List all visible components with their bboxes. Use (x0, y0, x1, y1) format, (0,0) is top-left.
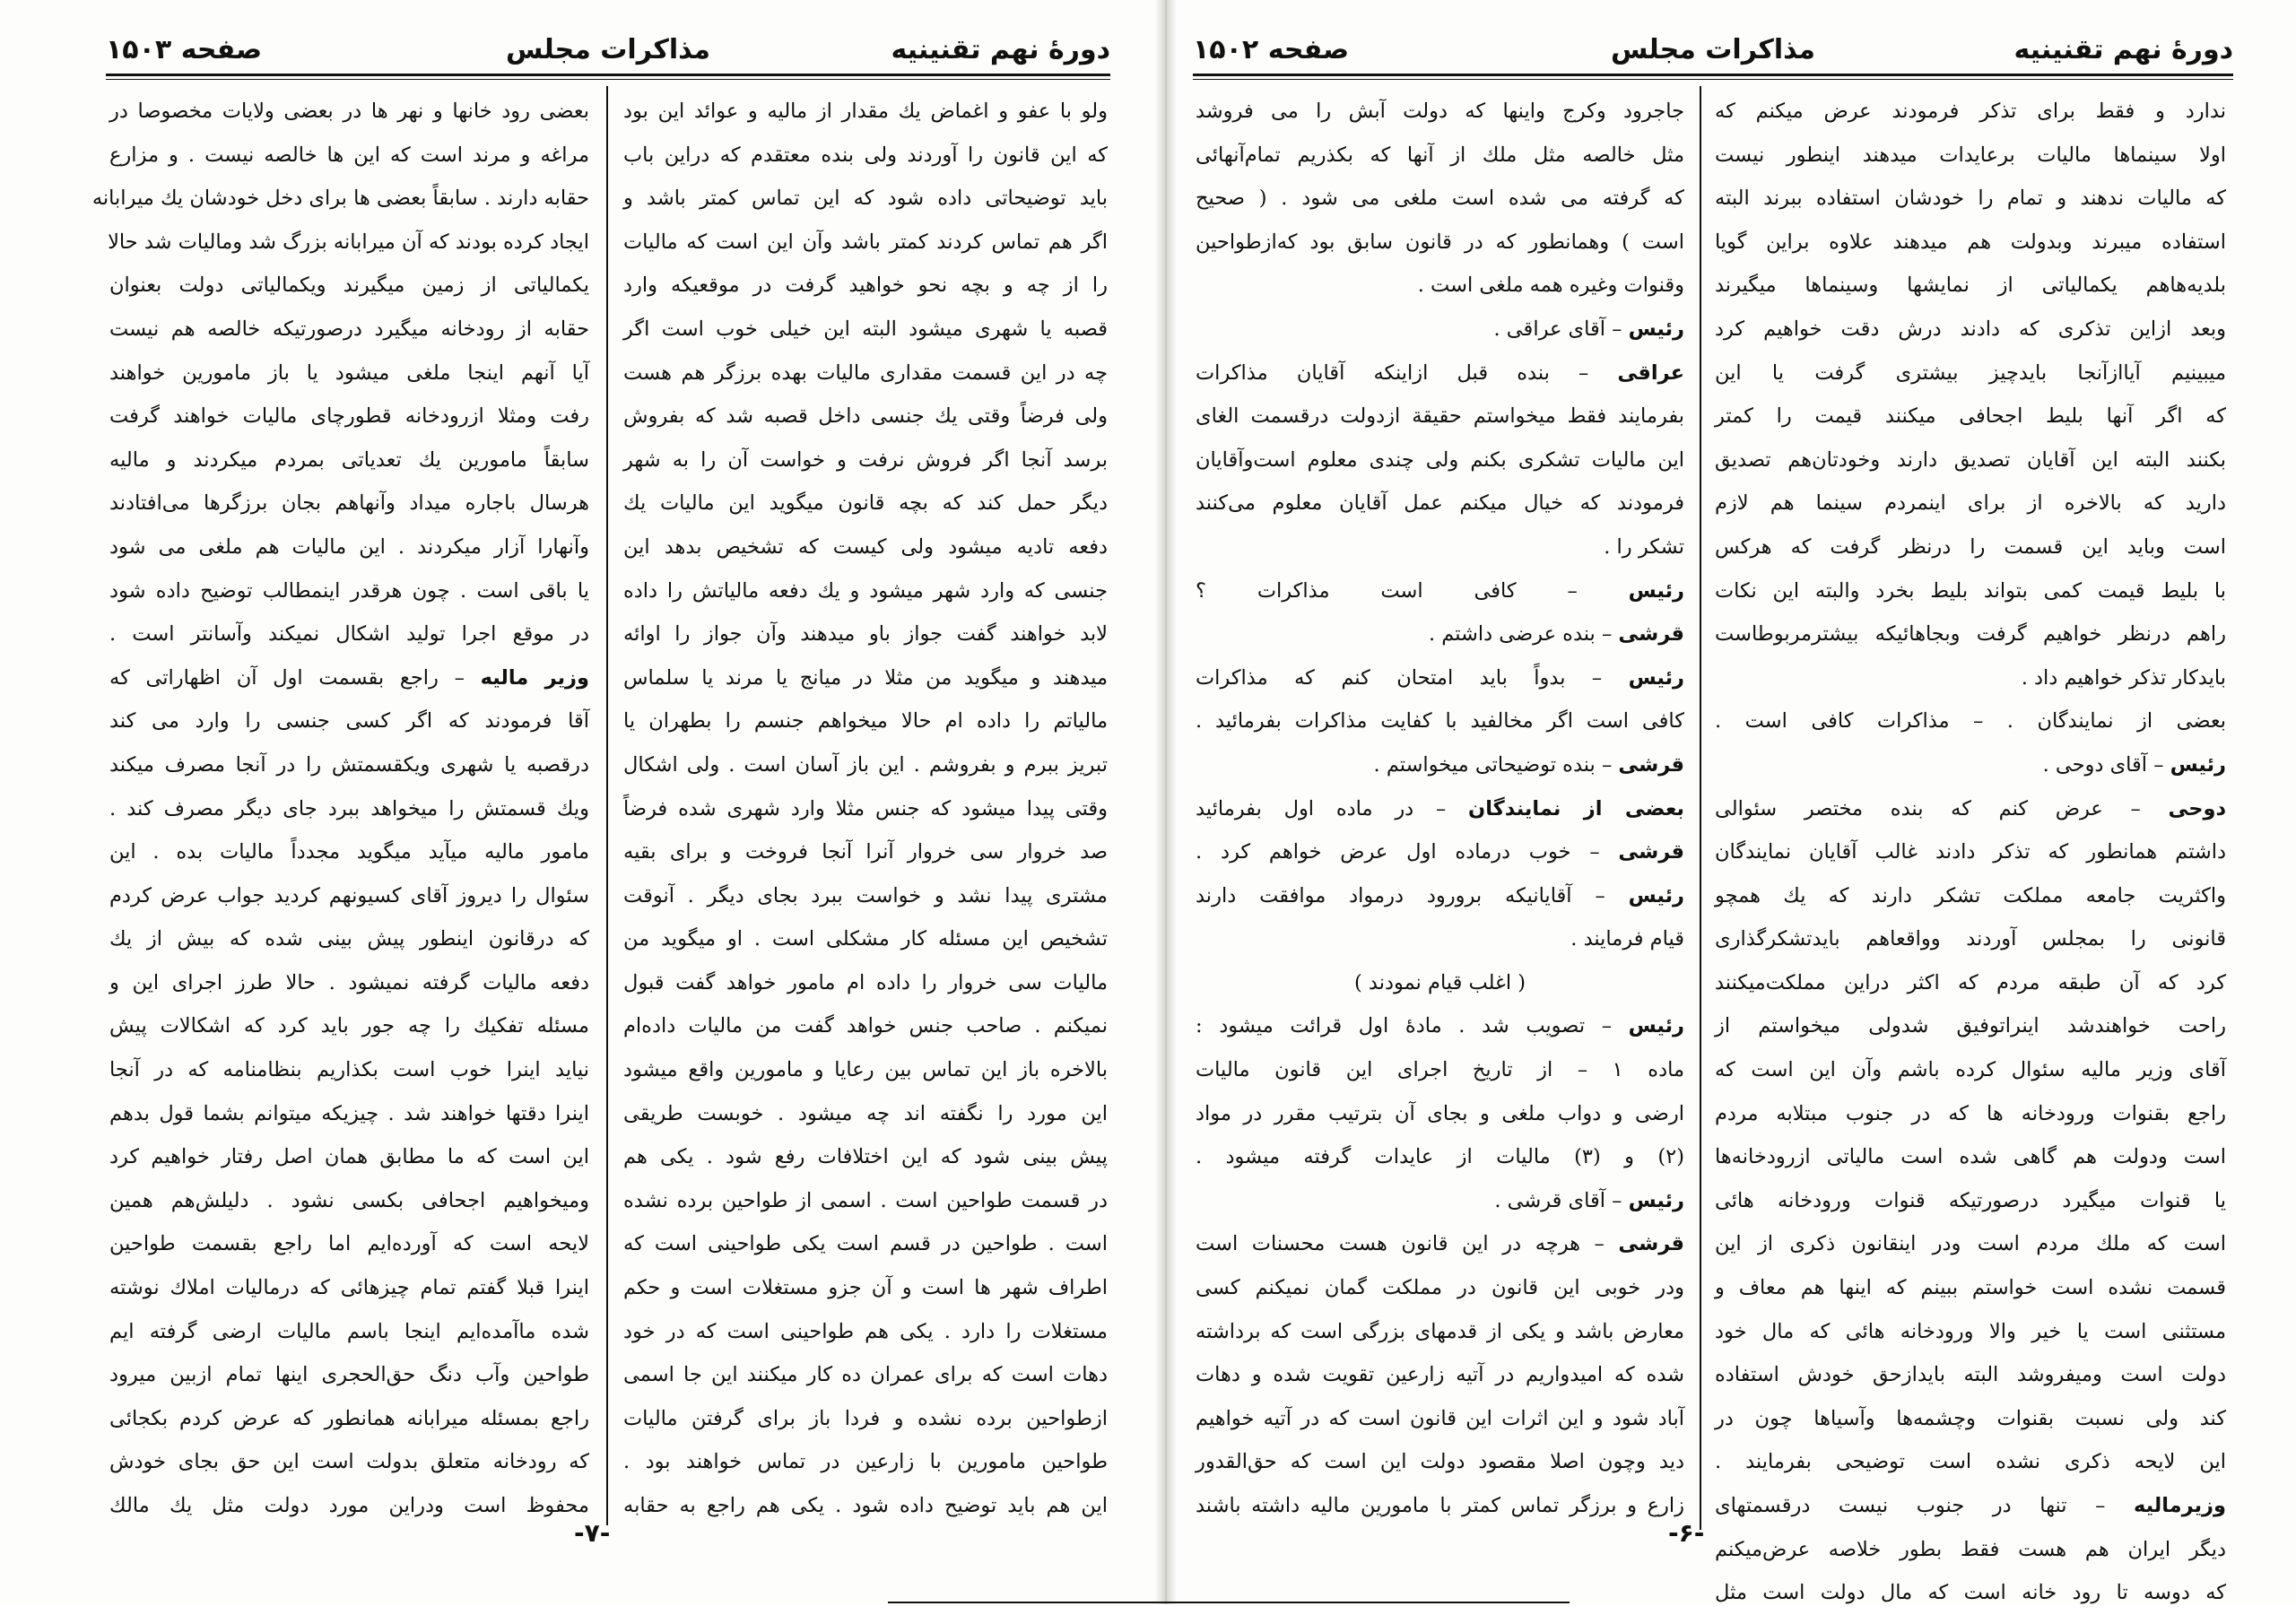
left-page-col-right-line: دهات است كه برای عمران ده كار میكنند این جا اسمی (623, 1363, 1108, 1387)
left-column-divider (606, 86, 608, 1525)
left-page-number: -۷- (574, 1518, 611, 1548)
right-page-col-left-line: كه گرفته می شده است ملغی می شود . ( صحیح (1196, 187, 1684, 211)
left-page-col-left-line: هرسال باجاره میداد وآنهاهم بجان برزگرها می‌افتادند (109, 491, 589, 516)
right-page-col-left-line: قرشی – بنده عرضی داشتم . (1428, 622, 1684, 647)
left-page-col-right-line: لابد خواهند گفت جواز باو میدهند وآن جواز را اوائه (623, 622, 1108, 647)
right-page-col-left-line: آباد شود و این اثرات این قانون است كه در آتیه خواهیم (1196, 1406, 1684, 1430)
left-page-col-right-line: طواحین مامورین با زارعین در تماس خواهند بود . (623, 1450, 1108, 1474)
left-page-col-left-line: یا باقی است . چون هرقدر اینمطالب توضیح داده شود (109, 578, 589, 603)
right-page-col-left-line: رئیس – آقایانیكه برورود درمواد موافقت دارند (1196, 883, 1684, 907)
right-header-page-label: صفحه ۱۵۰۲ (1193, 34, 1350, 65)
left-page-col-right-line: این مورد را نگفته اند چه میشود . خوبست طریقی (623, 1101, 1108, 1125)
left-page-col-left-line: مامور مالیه میآید میگوید مجدداً مالیات بده . این (109, 840, 589, 864)
left-page-col-right-line: باید توضیحاتی داده شود كه این تماس كمتر باشد و (623, 187, 1108, 211)
left-page-col-left-line: حقابه دارند . سابقاً بعضی ها برای دخل خودشان یك میرابانه (91, 187, 589, 211)
right-page-col-right-line: ندارد و فقط برای تذكر فرمودند عرض میكنم كه (1715, 100, 2226, 123)
left-page-col-right-line: وقتی پیدا میشود كه جنس مثلا وارد شهری شده فرضاً (623, 796, 1108, 821)
left-page-col-left-line: سئوال را دیروز آقای كسیونهم كردید جواب عرض كردم (109, 883, 589, 907)
left-page-col-left-line: سابقاً مامورین یك تعدیاتی بمردم میكردند و مالیه (109, 447, 589, 472)
right-page-col-right-line: دولت است ومیفروشد البته بایداز‌حق خودش استفاده (1715, 1363, 2226, 1387)
left-header-title: مذاکرات مجلس (505, 34, 711, 65)
right-page-column-right (1715, 90, 2226, 1605)
left-page-col-right-line: ولو با عفو و اغماض یك مقدار از مالیه و عوائد این بود (623, 100, 1108, 123)
left-page-col-right-line: ولی فرضاً وقتی یك جنسی داخل قصبه شد كه بفروش (623, 404, 1108, 429)
right-column-divider (1700, 86, 1701, 1530)
left-page-col-left-line: این است كه ما مطابق همان اصل رفتار خواهیم كرد (109, 1145, 589, 1169)
right-page-col-right-line: آقای وزیر مالیه سئوال كرده باشم وآن این است كه (1715, 1058, 2226, 1082)
left-page-col-left-line: كه رودخانه متعلق بدولت است این حق بجای خودش (109, 1450, 589, 1474)
right-page-col-left-line: قرشی – بنده توضیحاتی میخواستم . (1373, 752, 1684, 777)
right-page-col-right-line: راحت خواهندشد اینراتوفیق شد‌ولی میخواستم از (1715, 1014, 2226, 1038)
right-page-col-right-line: وزیرمالیه – تنها در جنوب نیست درقسمتهای (1715, 1494, 2226, 1517)
left-page-col-left-line: مسئله تفكیك را چه جور باید كرد كه اشكالات پیش (109, 1014, 589, 1038)
speaker-name: قرشی (1618, 1232, 1684, 1256)
left-page-col-left-line: دفعه مالیات گرفته نمیشود . حالا طرز اجرای این و (109, 970, 589, 994)
right-page-col-right-line: كه اگر آنها بلیط اجحافی میكنند قیمت را كمتر (1715, 404, 2226, 429)
right-page-col-right-line: دیگر ایران هم هست فقط بطور خلاصه عرض‌میكنم (1715, 1537, 2226, 1561)
left-page-col-right-line: ازطواحین برده نشده و فردا باز برای گرفتن مالیات (623, 1406, 1108, 1430)
right-page-col-left-line: معارض باشد و یكی از قدمهای بزرگی است كه برداشته (1196, 1319, 1684, 1343)
left-page-col-left-line: یكمالیاتی از زمین میگیرند ویكمالیاتی دولت بعنوان (109, 274, 589, 298)
right-page-col-left-line: ارضی و دواب ملغی و بجای آن بترتیب مقرر در مواد (1196, 1101, 1684, 1125)
left-page-col-left-line: ومیخواهیم اجحافی بكسی نشود . دلیلش‌هم همین (109, 1188, 589, 1212)
speaker-name: رئیس (1628, 1014, 1684, 1038)
left-page-col-right-line: مشتری پیدا نشد و خواست ببرد بجای دیگر . آنوقت (623, 883, 1108, 907)
left-page-col-left-line: ایجاد كرده بودند كه آن میرابانه بزرگ شد ومالیات شد حالا (108, 230, 589, 254)
left-page-col-right-line: برسد آنجا اگر فروش نرفت و خواست آن را به شهر (623, 447, 1108, 472)
left-page-col-left-line: اینرا قبلا گفتم تمام چیزهائی كه درمالیات املاك نوشته (109, 1276, 589, 1300)
right-page-col-left-line: شده كه امیدواریم در آتیه زارعین تقویت شده و دهات (1196, 1363, 1684, 1387)
left-page-col-right-line: نمیكنم . صاحب جنس خواهد گفت من مالیات داده‌ام (623, 1014, 1108, 1038)
right-header-title: مذاکرات مجلس (1610, 34, 1816, 65)
right-page-col-right-line: قانونی را بمجلس آوردند وواقعاهم بایدتشكرگذاری (1715, 927, 2226, 951)
right-page-col-left-line: است ) وهمانطور كه در قانون سابق بود كه‌ازطواحین (1196, 230, 1684, 254)
speaker-name: دوحی (2168, 796, 2226, 821)
speaker-name: عراقی (1617, 360, 1684, 385)
right-page-col-right-line: كه مالیات ندهند و تمام را خودشان استفاده ببرند البته (1715, 187, 2226, 211)
speaker-name: رئیس (1628, 317, 1684, 341)
right-page-col-left-line: وقنوات وغیره همه ملغی است . (1417, 274, 1684, 298)
right-page-col-right-line: مستثنی است یا خیر والا ورودخانه هائی كه مال خود (1715, 1319, 2226, 1343)
right-page-col-left-line: این مالیات تشكری بكنم ولی چندی معلوم است‌وآقایان (1196, 447, 1684, 472)
left-page-col-right-line: در قسمت طواحین است . اسمی از طواحین برده نشده (623, 1188, 1108, 1212)
left-page-col-right-line: مستغلات را دارد . یكی هم طواحینی است كه در خود (623, 1319, 1108, 1343)
right-page-col-left-line: بفرمایند فقط میخواستم حقیقة ازدولت درقسمت الغای (1196, 404, 1684, 429)
left-header-page-label: صفحه ۱۵۰۳ (106, 34, 263, 65)
speaker-name: رئیس (2170, 752, 2226, 777)
left-page-header (106, 34, 1110, 72)
right-page-col-right-line: كند ولی نسبت بقنوات وچشمه‌ها وآسیاها چون در (1715, 1406, 2226, 1430)
left-page-col-left-line: آیا آنهم اینجا ملغی میشود یا باز مامورین خواهند (109, 360, 589, 385)
left-page-col-right-line: میدهند و میگوید من مثلا در میانج یا مرند یا سلماس (623, 665, 1108, 690)
left-page-col-left-line: آقا فرمودند كه اگر كسی جنسی را وارد می كند (109, 709, 589, 734)
right-page-col-right-line: این لایحه ذكری نشده است توضیحی بفرمایند . (1715, 1450, 2226, 1474)
right-page-col-left-line: رئیس – تصویب شد . مادهٔ اول قرائت میشود : (1196, 1014, 1684, 1038)
left-page-col-left-line: اینرا دقتها خواهند شد . چیزیكه میتوانم بشما قول بدهم (109, 1101, 589, 1125)
right-page-col-right-line: میبینیم آیا‌ازآنجا بایدچیز بیشتری گرفت یا این (1715, 360, 2226, 385)
left-page-col-right-line: دفعه تادیه میشود ولی كیست كه تشخیص بدهد این (623, 534, 1108, 559)
right-page-col-right-line: با بلیط قیمت كمی بتواند بلیط بخرد والبته این نكات (1715, 578, 2226, 603)
left-page-col-right-line: تبریز ببرم و بفروشم . این باز آسان است . ولی اشكال (623, 752, 1108, 777)
left-page-col-right-line: تشخیص این مسئله كار مشكلی است . او میگوید من (623, 927, 1108, 951)
speaker-name: رئیس (1628, 1188, 1684, 1212)
left-page-col-left-line: طواحین وآب دنگ حق‌الحجری اینها تمام ازبین میرود (109, 1363, 589, 1387)
left-page-col-right-line: مالیاتم را داده ام حالا میخواهم جنسم را بطهران یا (623, 709, 1108, 734)
left-page-col-left-line: در موقع اجرا تولید اشكال نمیكند وآسانتر است . (109, 622, 589, 647)
left-page-col-right-line: چه در این قسمت مقداری مالیات بهده برزگر هم هست (623, 360, 1108, 385)
left-page-col-left-line: نیاید اینرا خوب است بكذاریم بنظامنامه كه در آنجا (109, 1058, 589, 1082)
left-page-col-right-line: دیگر حمل كند كه بچه قانون میگوید این مالیات یك (623, 491, 1108, 516)
left-header-rule (106, 74, 1110, 76)
right-page-col-right-line: بعضی از نمایندگان . – مذاكرات كافی است . (1715, 709, 2226, 734)
left-page-col-left-line: وآنهارا آزار میكردند . این مالیات هم ملغی می شود (109, 534, 589, 559)
right-header-rule-thin (1193, 79, 2233, 80)
left-page-col-right-line: مالیات سی خروار را داده ام مامور خواهد گفت قبول (623, 970, 1108, 994)
right-page-col-right-line: كه دوسه تا رود خانه است كه مال دولت است مثل (1715, 1581, 2226, 1605)
right-page-col-right-line: واكثریت جامعه مملكت تشكر دارند كه یك همچو (1715, 883, 2226, 907)
right-page-col-right-line: قسمت نشده است خواستم ببینم كه اینها هم معاف و (1715, 1276, 2226, 1300)
speaker-name: قرشی (1618, 622, 1684, 647)
left-page-column-right (623, 90, 1108, 1533)
right-page-col-right-line: بلدیه‌هاهم یكمالیاتی از نمایشها وسینماها میگیرند (1715, 274, 2226, 298)
right-page-col-right-line: استفاده میبرند وبدولت هم میدهند علاوه براین گویا (1715, 230, 2226, 254)
right-page-col-left-line: فرمودند كه خیال میكنم عمل آقایان معلوم می‌كنند (1196, 491, 1684, 516)
right-page-col-left-line: قرشی – هرچه در این قانون هست محسنات است (1196, 1232, 1684, 1256)
right-page-number: -۶- (1668, 1518, 1705, 1548)
left-page-column-left (91, 90, 589, 1533)
right-page-col-right-line: یا قنوات میگیرد درصورتیكه قنوات ورودخانه هائی (1715, 1188, 2226, 1212)
speaker-name: وزیرمالیه (2133, 1494, 2226, 1517)
speaker-name: وزیر مالیه (480, 665, 589, 690)
speaker-name: رئیس (1628, 665, 1684, 690)
speaker-name: بعضی از نمایندگان (1468, 796, 1684, 821)
right-page-col-left-line: رئیس – بدواً باید امتحان كنم كه مذاكرات (1196, 665, 1684, 690)
speaker-name: رئیس (1628, 578, 1684, 603)
right-page-col-right-line: است كه ملك مردم است ودر اینقانون ذكری از این (1715, 1232, 2226, 1256)
left-page-col-left-line: ویك قسمتش را میخواهد ببرد جای دیگر مصرف كند . (109, 796, 589, 821)
left-page-col-right-line: این هم باید توضیح داده شود . یكی هم راجع به حقابه (623, 1494, 1108, 1517)
right-page-col-left-line: ودر خوبی این قانون در مملكت گمان نمیكنم كسی (1196, 1276, 1684, 1300)
left-page-col-right-line: را از چه و بچه نحو خواهید گرفت در موقعیكه وارد (623, 274, 1108, 298)
right-page-col-right-line: رئیس – آقای دوحی . (2042, 752, 2226, 777)
left-page-col-left-line: كه درقانون اینطور پیش بینی شده كه بیش از یك (109, 927, 589, 951)
right-page-col-left-line: كافی است اگر مخالفید با كفایت مذاكرات بفرمائید . (1196, 709, 1684, 734)
left-page-col-right-line: صد خروار سی خروار آنرا آنجا فروخت و برای بقیه (623, 840, 1108, 864)
right-page-col-left-line: بعضی از نمایندگان – در ماده اول بفرمائید (1196, 796, 1684, 821)
left-page-col-left-line: رفت ومثلا ازرودخانه قطورچای مالیات خواهند گرفت (109, 404, 589, 429)
right-header-rule (1193, 74, 2233, 76)
left-page-col-right-line: جنسی كه وارد شهر میشود و یك دفعه مالیاتش را داده (623, 578, 1108, 603)
bottom-edge-line (888, 1602, 1570, 1603)
right-page-col-right-line: دارید كه بالاخره از برای اینمردم سینما هم لازم (1715, 491, 2226, 516)
right-page-col-left-line: ( اغلب قیام نمودند ) (1353, 970, 1526, 994)
speaker-name: قرشی (1618, 840, 1684, 864)
right-page-col-left-line: رئیس – آقای عراقی . (1493, 317, 1684, 341)
left-page-col-left-line: درقصبه یا شهری ویكقسمتش را در آنجا مصرف میكند (109, 752, 589, 777)
right-page-col-left-line: قیام فرمایند . (1570, 927, 1684, 951)
right-page-col-left-line: زارع و برزگر تماس كمتر با مامورین مالیه داشته باشند (1196, 1494, 1684, 1517)
left-page-col-left-line: راجع بمسئله میرابانه همانطور كه عرض كردم بكجائی (109, 1406, 589, 1430)
left-header-rule-thin (106, 79, 1110, 80)
speaker-name: رئیس (1628, 883, 1684, 907)
left-page-col-right-line: بالاخره باز این تماس بین رعایا و مامورین واقع میشود (623, 1058, 1108, 1082)
right-page-column-left (1196, 90, 1684, 1542)
right-header-session: دورهٔ نهم تقنینیه (2013, 34, 2233, 65)
speaker-name: قرشی (1618, 752, 1684, 777)
right-page-col-right-line: بایدكار تذكر خواهیم داد . (2021, 665, 2226, 690)
right-page-col-left-line: دید وچون اصلا مقصود دولت این است كه حق‌القدور (1196, 1450, 1684, 1474)
left-page-col-left-line: محفوظ است ودراین مورد دولت مثل یك مالك (109, 1494, 589, 1517)
left-page-col-right-line: اطراف شهر ها است و آن جزو مستغلات است و حكم (623, 1276, 1108, 1300)
right-page-col-right-line: دوحی – عرض كنم كه بنده مختصر سئوالی (1715, 796, 2226, 821)
left-page-col-right-line: قصبه یا شهری میشود البته این خیلی خوب است اگر (623, 317, 1108, 341)
left-page-col-right-line: پیش بینی شود كه این اختلافات رفع شود . یكی هم (623, 1145, 1108, 1169)
left-page-col-right-line: است . طواحین در قسم است یكی طواحینی است كه (623, 1232, 1108, 1256)
left-page-col-left-line: شده ماآمده‌ایم اینجا باسم مالیات ارضی گرفته ایم (109, 1319, 589, 1343)
right-page-col-left-line: مثل خالصه مثل ملك از آنها كه بكذریم تمام‌آنهائی (1196, 143, 1684, 167)
right-page-col-right-line: است وباید این قسمت را درنظر گرفت كه هركس (1715, 534, 2226, 559)
left-page-col-left-line: وزیر مالیه – راجع بقسمت اول آن اظهاراتی كه (109, 665, 589, 690)
right-page-col-right-line: كرد كه آن طبقه مردم كه اكثر دراین مملكت‌میكنند (1715, 970, 2226, 994)
left-page-col-left-line: لایحه است كه آورده‌ایم اما راجع بقسمت طواحین (109, 1232, 589, 1256)
right-page-col-right-line: اولا سینماها مالیات برعایدات میدهند اینطور نیست (1715, 143, 2226, 167)
right-page-col-right-line: است ودولت هم گاهی شده است مالیاتی ازرودخانه‌ها (1715, 1145, 2226, 1169)
left-page-col-left-line: حقابه از رودخانه میگیرد درصورتیكه خالصه هم نیست (109, 317, 589, 341)
right-page-col-right-line: راجع بقنوات ورودخانه ها كه در جنوب مبتلابه مردم (1715, 1101, 2226, 1125)
left-page-col-right-line: كه این قانون را آوردند ولی بنده معتقدم كه دراین باب (623, 143, 1108, 167)
right-page-col-left-line: عراقی – بنده قبل ازاینكه آقایان مذاكرات (1196, 360, 1684, 385)
right-page-col-left-line: رئیس – آقای قرشی . (1494, 1188, 1684, 1212)
left-page-col-left-line: بعضی رود خانها و نهر ها در بعضی ولایات مخصوصا در (109, 100, 589, 123)
right-page-col-left-line: قرشی – خوب درماده اول عرض خواهم كرد . (1196, 840, 1684, 864)
right-page-col-right-line: راهم درنظر خواهیم گرفت وبجاهائیكه بیشترمربوطاست (1715, 622, 2226, 647)
left-page-col-right-line: اگر هم تماس كردند كمتر باشد وآن این است كه مالیات (623, 230, 1108, 254)
right-page-col-left-line: تشكر را . (1604, 534, 1684, 559)
left-page-col-left-line: مراغه و مرند است كه این ها خالصه نیست . و مزارع (109, 143, 589, 167)
left-header-session: دورهٔ نهم تقنینیه (891, 34, 1110, 65)
right-page-col-right-line: داشتم همانطور كه تذكر دادند غالب آقایان نمایندگان (1715, 840, 2226, 864)
right-page-col-right-line: وبعد ازاین تذكری كه دادند درش دقت خواهیم كرد (1715, 317, 2226, 341)
right-page-col-left-line: رئیس – كافی است مذاكرات ؟ (1196, 578, 1684, 603)
right-page-header (1193, 34, 2233, 72)
right-page-col-left-line: جاجرود وكرج واینها كه دولت آبش را می فروشد (1196, 100, 1684, 123)
right-page-col-left-line: ماده ۱ – از تاریخ اجرای این قانون مالیات (1196, 1058, 1684, 1082)
right-page (1166, 0, 2296, 1604)
right-page-col-right-line: بكنند البته این آقایان تصدیق دارند وخودتان‌هم تصدیق (1715, 447, 2226, 472)
right-page-col-left-line: (۲) و (۳) مالیات از عایدات گرفته میشود . (1196, 1145, 1684, 1169)
